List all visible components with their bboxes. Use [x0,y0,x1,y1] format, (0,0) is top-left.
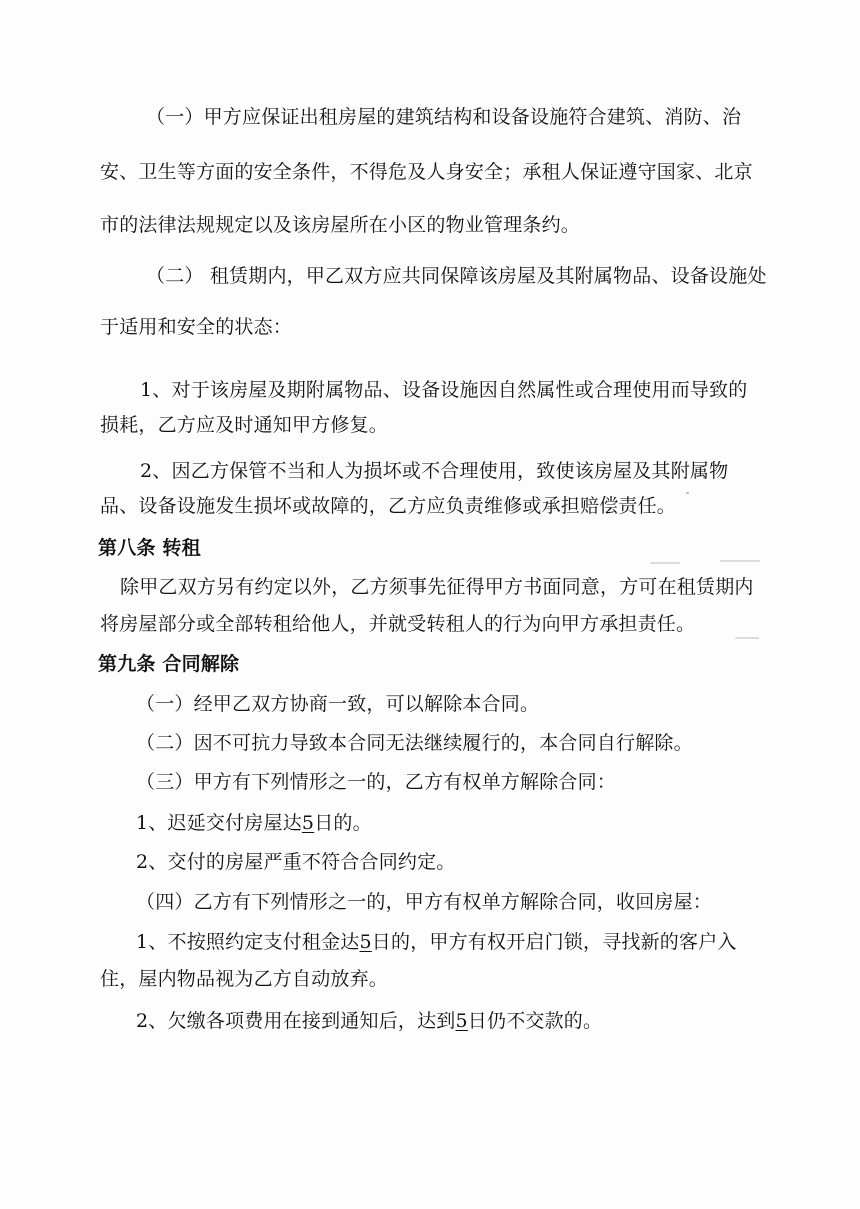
clause7-item1-line2: 安、卫生等方面的安全条件，不得危及人身安全；承租人保证遵守国家、北京 [100,161,753,183]
scan-speck [720,560,760,562]
clause9-item4-sub2-before: 2、欠缴各项费用在接到通知后，达到 [136,1010,456,1032]
clause9-item3: （三）甲方有下列情形之一的，乙方有权单方解除合同： [136,771,617,793]
clause9-item3-sub1-days: 5 [301,812,315,834]
clause9-item4-sub1-before: 1、不按照约定支付租金达 [136,931,360,953]
clause9-item1: （一）经甲乙双方协商一致，可以解除本合同。 [136,693,540,715]
clause8-heading: 第八条 转租 [98,537,201,559]
clause9-item4: （四）乙方有下列情形之一的，甲方有权单方解除合同，收回房屋： [136,891,713,913]
clause9-heading: 第九条 合同解除 [98,653,240,675]
clause7-item1-line3: 市的法律法规规定以及该房屋所在小区的物业管理条约。 [100,214,581,236]
clause9-item2: （二）因不可抗力导致本合同无法继续履行的，本合同自行解除。 [136,732,693,754]
clause7-item1-line1: （一）甲方应保证出租房屋的建筑结构和设备设施符合建筑、消防、治 [146,106,742,128]
clause9-item3-sub1-before: 1、迟延交付房屋达 [136,812,302,834]
clause9-item3-sub1 [136,811,372,835]
clause7-sub2-line2: 品、设备设施发生损坏或故障的，乙方应负责维修或承担赔偿责任。 [100,495,677,517]
clause9-item3-sub1-after: 日的。 [314,812,372,834]
clause9-item4-sub1-days: 5 [359,931,372,953]
clause8-line2: 将房屋部分或全部转租给他人，并就受转租人的行为向甲方承担责任。 [100,613,696,635]
clause9-item4-sub1-after: 日的，甲方有权开启门锁，寻找新的客户入 [371,931,737,953]
clause9-item4-sub2-days: 5 [455,1010,468,1032]
scan-speck [735,637,759,639]
clause8-line1: 除甲乙双方另有约定以外，乙方须事先征得甲方书面同意，方可在租赁期内 [120,576,754,598]
clause7-item2-line1: （二） 租赁期内，甲乙双方应共同保障该房屋及其附属物品、设备设施处 [146,265,767,287]
clause9-item4-sub2-after: 日仍不交款的。 [467,1010,603,1032]
scan-speck [686,492,689,494]
clause9-item4-sub1-line2: 住，屋内物品视为乙方自动放弃。 [100,968,389,990]
scan-speck [650,562,680,564]
clause9-item4-sub1-line1 [136,930,737,954]
clause7-sub1-line1: 1、对于该房屋及期附属物品、设备设施因自然属性或合理使用而导致的 [140,379,748,401]
clause7-sub2-line1: 2、因乙方保管不当和人为损坏或不合理使用，致使该房屋及其附属物 [140,460,729,482]
clause7-sub1-line2: 损耗，乙方应及时通知甲方修复。 [100,414,389,436]
clause7-item2-line2: 于适用和安全的状态： [100,316,293,338]
clause9-item4-sub2 [136,1009,602,1033]
clause9-item3-sub2: 2、交付的房屋严重不符合合同约定。 [136,851,456,873]
